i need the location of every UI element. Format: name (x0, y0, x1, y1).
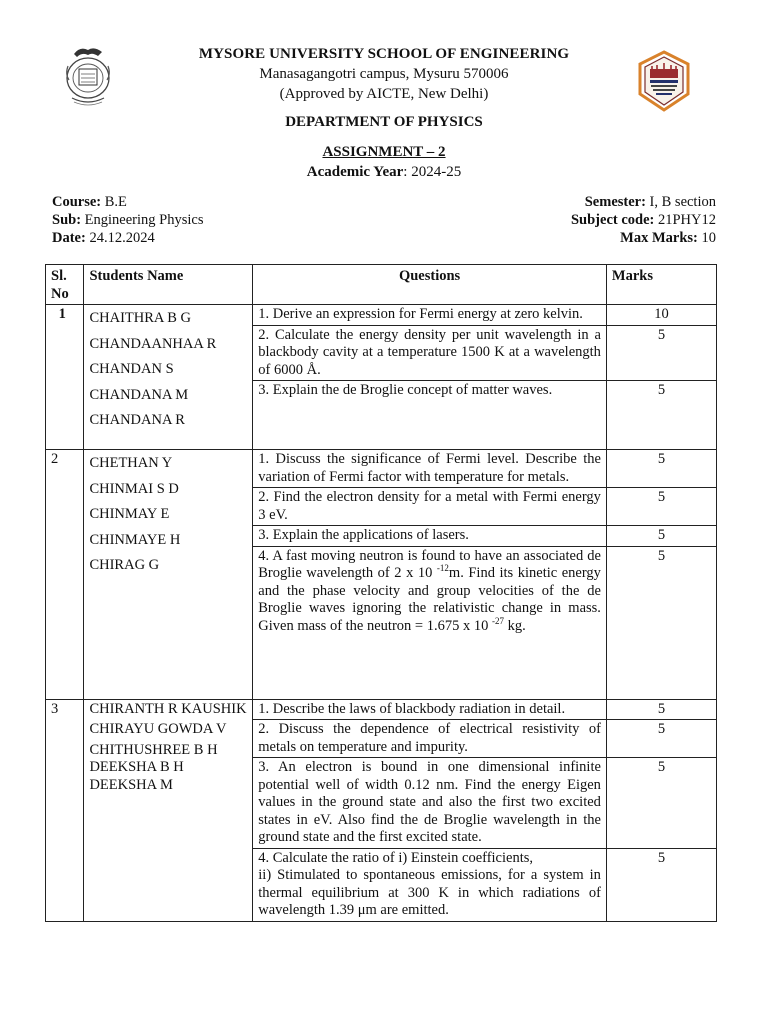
question-marks: 5 (606, 526, 716, 547)
course-line: Course: B.E (52, 194, 127, 210)
assignment-table (45, 264, 717, 922)
assignment-title: ASSIGNMENT – 2 (322, 144, 446, 160)
student-name: CHINMAI S D (89, 480, 179, 497)
question-marks: 5 (606, 381, 716, 450)
max-marks-line: Max Marks: 10 (620, 230, 716, 246)
question-text: 3. Explain the applications of lasers. (253, 526, 607, 547)
question-marks: 5 (606, 848, 716, 921)
question-text: 1. Discuss the significance of Fermi level. Describe the variation of Fermi factor with temperature for metals. (253, 450, 607, 488)
student-names (84, 450, 253, 700)
date-line: Date: 24.12.2024 (52, 230, 155, 246)
student-name: DEEKSHA M (89, 776, 173, 793)
student-name: DEEKSHA B H (89, 759, 184, 775)
question-marks: 5 (606, 488, 716, 526)
question-text: 1. Derive an expression for Fermi energy at zero kelvin. (253, 305, 607, 326)
meta-left (52, 193, 203, 247)
table-row (46, 450, 717, 488)
header-questions: Questions (253, 265, 607, 305)
question-marks: 5 (606, 325, 716, 381)
subject-code-line: Subject code: 21PHY12 (570, 212, 716, 228)
table-row (46, 699, 717, 720)
question-marks: 5 (606, 758, 716, 849)
table-header-row (46, 265, 717, 305)
student-name: CHANDAN S (89, 361, 174, 377)
question-text: 2. Find the electron density for a metal with Fermi energy 3 eV. (253, 488, 607, 526)
question-marks: 5 (606, 720, 716, 758)
question-marks: 5 (606, 546, 716, 699)
question-marks: 5 (606, 450, 716, 488)
academic-year: Academic Year: 2024-25 (306, 164, 462, 180)
question-text: 2. Discuss the dependence of electrical resistivity of metals on temperature and impurity. (253, 720, 607, 758)
question-text: 2. Calculate the energy density per unit wavelength in a blackbody cavity at a temperature 1500 K at a wavelength of 6000 Å. (253, 325, 607, 381)
university-name: MYSORE UNIVERSITY SCHOOL OF ENGINEERING (198, 46, 570, 62)
subject-line: Sub: Engineering Physics (52, 212, 204, 228)
question-marks: 5 (606, 699, 716, 720)
student-names (84, 305, 253, 450)
student-names (84, 699, 253, 921)
question-text: 4. A fast moving neutron is found to have an associated de Broglie wavelength of 2 x 10 $^{-12}$m. Find its kinetic energy and the phase velocity and group velocities of the de Broglie waves ignoring the relativistic change in mass. Given mass of the neutron = 1.675 x 10 $^{-27}$ kg. (253, 546, 607, 699)
student-name: CHINMAY E (89, 506, 170, 522)
approval-line: (Approved by AICTE, New Delhi) (279, 86, 489, 102)
student-name: CHANDANA M (89, 386, 189, 403)
student-name: CHAITHRA B G (89, 310, 191, 326)
header-marks: Marks (606, 265, 716, 305)
table-row (46, 305, 717, 326)
meta-right (571, 193, 716, 247)
student-name: CHANDANA R (89, 412, 185, 428)
department-title: DEPARTMENT OF PHYSICS (285, 114, 483, 130)
student-name: CHANDAANHAA R (89, 335, 217, 352)
campus-address: Manasagangotri campus, Mysuru 570006 (259, 66, 509, 82)
header-sl: Sl. No (46, 265, 84, 305)
student-name: CHITHUSHREE B H (89, 741, 218, 758)
question-text: 1. Describe the laws of blackbody radiation in detail. (253, 699, 607, 720)
question-marks: 10 (606, 305, 716, 326)
sl-number: 3 (46, 699, 84, 921)
student-name: CHETHAN Y (89, 455, 173, 471)
student-name: CHIRAG G (89, 557, 160, 573)
question-text: 4. Calculate the ratio of i) Einstein coefficients, ii) Stimulated to spontaneous emissions, for a system in thermal equilibrium at 300 K in which radiations of wavelength 1.39 μm are emitted. (253, 848, 607, 921)
header-students-name: Students Name (84, 265, 253, 305)
question-text: 3. Explain the de Broglie concept of matter waves. (253, 381, 607, 450)
student-name: CHINMAYE H (89, 531, 181, 548)
student-name: CHIRAYU GOWDA V (89, 721, 227, 737)
student-name: CHIRANTH R KAUSHIK (89, 700, 247, 717)
question-text: 3. An electron is bound in one dimensional infinite potential well of width 0.12 nm. Find the energy Eigen values in the ground state and also the first two excited states in eV. Also find the de Broglie wavelength in the ground state and the first excited state. (253, 758, 607, 849)
semester-line: Semester: I, B section (584, 194, 716, 210)
sl-number: 2 (46, 450, 84, 700)
sl-number: 1 (46, 305, 84, 450)
